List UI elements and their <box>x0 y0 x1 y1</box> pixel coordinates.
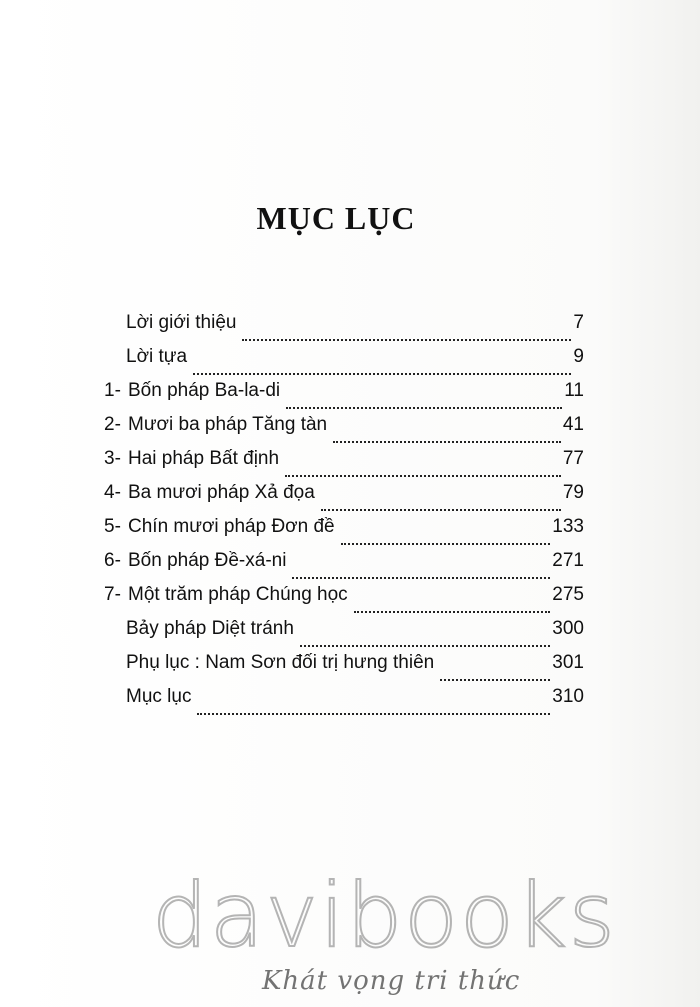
toc-entry-page: 77 <box>562 448 584 469</box>
toc-leader <box>292 577 550 579</box>
toc-entry-label: Lời giới thiệu <box>126 312 237 333</box>
toc-entry <box>104 380 584 414</box>
toc-leader <box>285 475 561 477</box>
toc-leader <box>440 679 550 681</box>
toc-entry-number: 5- <box>104 516 121 537</box>
toc-leader <box>193 373 571 375</box>
toc-leader <box>197 713 550 715</box>
toc-entry-page: 41 <box>562 414 584 435</box>
watermark-brand: davibooks <box>152 864 617 967</box>
toc-entry-label: Mươi ba pháp Tăng tàn <box>128 414 328 435</box>
toc-entry <box>104 346 584 380</box>
toc-entry-number: 3- <box>104 448 121 469</box>
toc-entry <box>104 516 584 550</box>
toc-entry <box>104 584 584 618</box>
toc-leader <box>341 543 551 545</box>
toc-leader <box>242 339 571 341</box>
toc-entry-number: 7- <box>104 584 121 605</box>
toc-entry <box>104 414 584 448</box>
toc-entry-label: Mục lục <box>126 686 192 707</box>
toc-entry-number: 2- <box>104 414 121 435</box>
toc-entry-label: Bốn pháp Đề-xá-ni <box>128 550 287 571</box>
toc-leader <box>333 441 561 443</box>
toc-entry-page: 275 <box>552 584 584 605</box>
toc-entry <box>104 550 584 584</box>
toc-leader <box>300 645 550 647</box>
toc-entry <box>104 482 584 516</box>
toc-entry-page: 300 <box>552 618 584 639</box>
toc-entry-page: 7 <box>573 312 584 333</box>
table-of-contents <box>104 312 584 720</box>
toc-entry-page: 133 <box>552 516 584 537</box>
toc-entry-number: 4- <box>104 482 121 503</box>
toc-entry-page: 11 <box>564 380 584 401</box>
toc-entry-page: 301 <box>552 652 584 673</box>
toc-entry <box>104 652 584 686</box>
toc-entry-label: Phụ lục : Nam Sơn đối trị hưng thiên <box>126 652 435 673</box>
toc-entry-label: Bốn pháp Ba-la-di <box>128 380 281 401</box>
toc-entry-number: 6- <box>104 550 121 571</box>
toc-entry-label: Lời tựa <box>126 346 188 367</box>
toc-leader <box>286 407 562 409</box>
toc-entry-label: Một trăm pháp Chúng học <box>128 584 348 605</box>
toc-entry-label: Bảy pháp Diệt tránh <box>126 618 294 639</box>
toc-entry <box>104 618 584 652</box>
toc-entry-page: 271 <box>552 550 584 571</box>
toc-entry-page: 79 <box>562 482 584 503</box>
toc-entry <box>104 312 584 346</box>
toc-entry-page: 310 <box>552 686 584 707</box>
toc-leader <box>321 509 561 511</box>
toc-entry-label: Ba mươi pháp Xả đọa <box>128 482 315 503</box>
watermark-tagline: Khát vọng tri thức <box>262 966 521 996</box>
toc-leader <box>354 611 551 613</box>
toc-entry-number: 1- <box>104 380 121 401</box>
toc-entry-label: Hai pháp Bất định <box>128 448 280 469</box>
toc-entry-page: 9 <box>573 346 584 367</box>
toc-entry-label: Chín mươi pháp Đơn đề <box>128 516 335 537</box>
toc-entry <box>104 686 584 720</box>
toc-entry <box>104 448 584 482</box>
page-title: MỤC LỤC <box>256 200 416 236</box>
